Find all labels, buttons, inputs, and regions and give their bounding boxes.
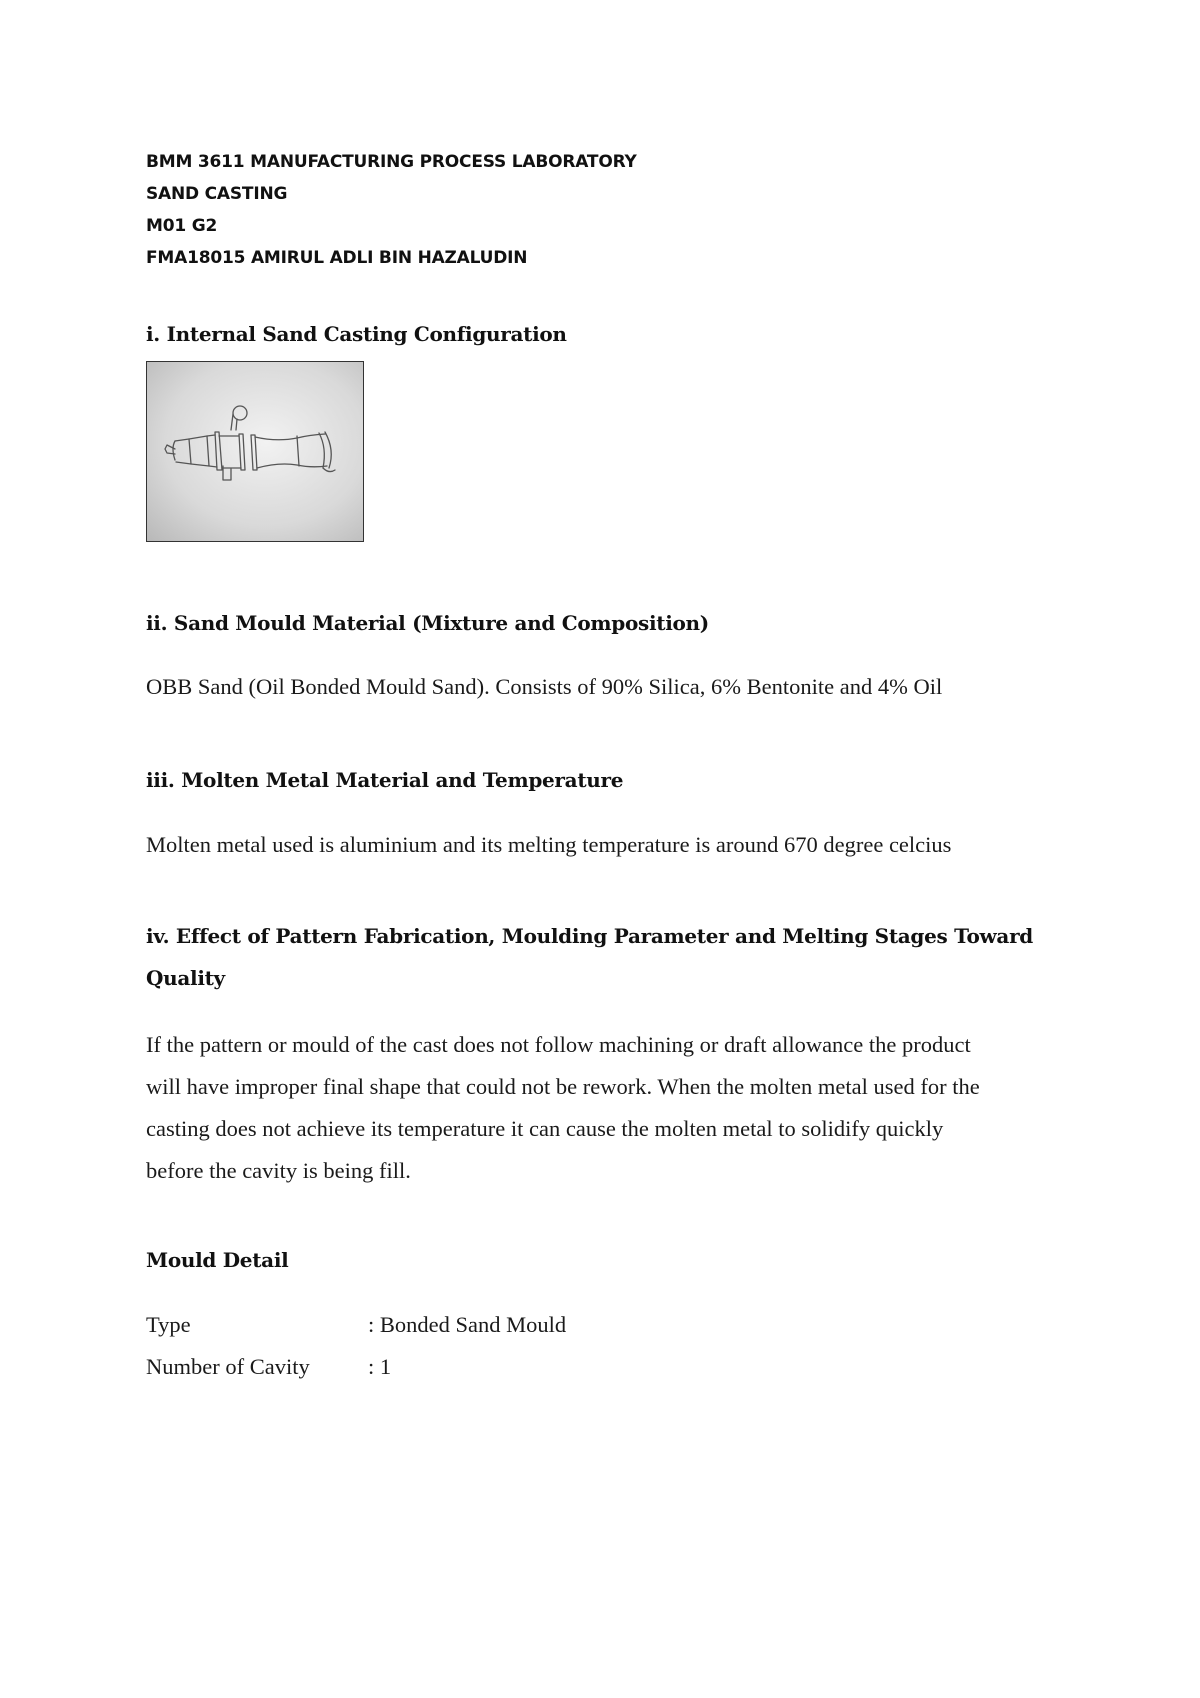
course-title: BMM 3611 MANUFACTURING PROCESS LABORATORY <box>146 152 637 172</box>
section1-heading: i. Internal Sand Casting Configuration <box>146 322 567 346</box>
detail-row-type <box>146 1312 566 1338</box>
group-code: M01 G2 <box>146 216 218 236</box>
paragraph-line: casting does not achieve its temperature it can cause the molten metal to solidify quickly <box>146 1116 944 1141</box>
section2-heading: ii. Sand Mould Material (Mixture and Composition) <box>146 611 709 635</box>
paragraph-line: If the pattern or mould of the cast does not follow machining or draft allowance the product <box>146 1032 971 1057</box>
section3-heading: iii. Molten Metal Material and Temperature <box>146 768 624 792</box>
detail-value: : Bonded Sand Mould <box>368 1312 567 1337</box>
casting-sketch-image <box>146 361 364 542</box>
section4-heading-line1: iv. Effect of Pattern Fabrication, Moulding Parameter and Melting Stages Toward <box>146 924 1033 948</box>
mould-detail-heading: Mould Detail <box>146 1248 289 1272</box>
section4-paragraph <box>146 1024 1066 1192</box>
cannon-sketch-drawing <box>147 362 364 542</box>
detail-label: Type <box>146 1312 191 1337</box>
document-header <box>146 146 637 274</box>
detail-row-cavity <box>146 1354 391 1380</box>
paragraph-line: will have improper final shape that could not be rework. When the molten metal used for the <box>146 1074 980 1099</box>
topic-title: SAND CASTING <box>146 184 288 204</box>
section4-heading <box>146 915 1076 999</box>
section3-text: Molten metal used is aluminium and its melting temperature is around 670 degree celcius <box>146 832 952 857</box>
detail-value: : 1 <box>368 1354 392 1379</box>
student-name: FMA18015 AMIRUL ADLI BIN HAZALUDIN <box>146 248 528 268</box>
paragraph-line: before the cavity is being fill. <box>146 1158 411 1183</box>
section2-text: OBB Sand (Oil Bonded Mould Sand). Consists of 90% Silica, 6% Bentonite and 4% Oil <box>146 674 943 699</box>
section4-heading-line2: Quality <box>146 966 225 990</box>
detail-label: Number of Cavity <box>146 1354 310 1379</box>
